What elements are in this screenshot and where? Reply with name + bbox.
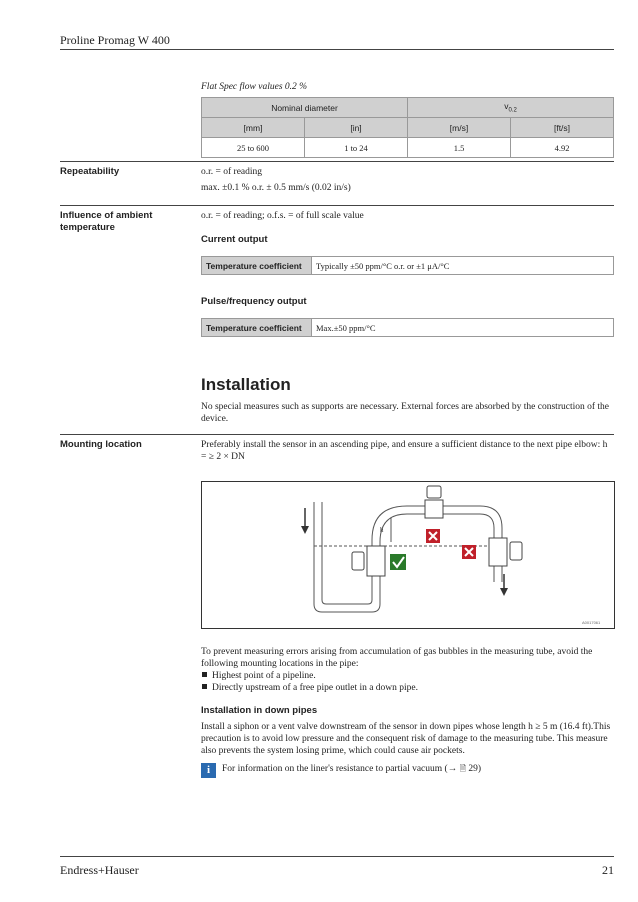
installation-heading: Installation <box>201 375 291 394</box>
section-rule <box>60 205 614 206</box>
repeatability-label: Repeatability <box>60 166 120 177</box>
velocity-header: $v_{0.2}$ <box>408 98 614 118</box>
page-number: 21 <box>602 863 614 877</box>
document-icon: 🗎 <box>459 764 467 773</box>
flat-spec-caption: Flat Spec flow values 0.2 % <box>201 82 308 92</box>
cell-fts: 4.92 <box>511 138 614 158</box>
flat-spec-table <box>201 97 614 158</box>
ambient-label: Influence of ambient temperature <box>60 210 153 233</box>
running-header: Proline Promag W 400 <box>60 33 170 47</box>
info-icon: i <box>201 763 216 778</box>
current-value: Typically ±50 ppm/°C o.r. or ±1 μA/°C <box>312 257 614 275</box>
h-label: h <box>380 526 384 534</box>
pulse-output-table <box>201 318 614 337</box>
bullet-item: Directly upstream of a free pipe outlet in a down pipe. <box>201 682 614 694</box>
ambient-line1: o.r. = of reading; o.f.s. = of full scale value <box>201 211 364 221</box>
down-pipes-text: Install a siphon or a vent valve downstream of the sensor in down pipes whose length h ≥ 5 m (16.4 ft).This precaution is to avoid low pressure and the consequent risk of damage to the measuring tube. This measure also prevents the system losing prime, which could cause air pockets. <box>201 722 611 756</box>
mounting-figure <box>201 481 615 629</box>
header-rule <box>60 49 614 50</box>
cell-mm: 25 to 600 <box>202 138 305 158</box>
mounting-label: Mounting location <box>60 439 142 450</box>
footer-company: Endress+Hauser <box>60 863 139 877</box>
info-note: For information on the liner's resistance to partial vacuum (→ 🗎 29) <box>222 764 482 774</box>
col-fts: [ft/s] <box>511 118 614 138</box>
footer-rule <box>60 856 614 857</box>
installation-intro: No special measures such as supports are necessary. External forces are absorbed by the construction of the device. <box>201 402 609 424</box>
col-ms: [m/s] <box>408 118 511 138</box>
cell-in: 1 to 24 <box>305 138 408 158</box>
gas-bubbles-text: To prevent measuring errors arising from accumulation of gas bubbles in the measuring tube, avoid the following mounting locations in the pipe: <box>201 647 593 669</box>
figure-id: A0017061 <box>582 620 601 625</box>
down-pipes-heading: Installation in down pipes <box>201 705 318 716</box>
col-in: [in] <box>305 118 408 138</box>
page-ref-link[interactable]: 29) <box>468 764 482 774</box>
pulse-key: Temperature coefficient <box>202 319 312 337</box>
check-icon <box>390 554 406 570</box>
col-mm: [mm] <box>202 118 305 138</box>
pipe-diagram <box>202 482 614 628</box>
pulse-value: Max.±50 ppm/°C <box>312 319 614 337</box>
current-output-heading: Current output <box>201 234 268 245</box>
repeatability-line2: max. ±0.1 % o.r. ± 0.5 mm/s (0.02 in/s) <box>201 183 351 193</box>
mounting-text: Preferably install the sensor in an ascending pipe, and ensure a sufficient distance to the next pipe elbow: h = ≥ 2 × DN <box>201 440 608 462</box>
nominal-diameter-header: Nominal diameter <box>202 98 408 118</box>
cell-ms: 1.5 <box>408 138 511 158</box>
bullet-item: Highest point of a pipeline. <box>201 670 614 682</box>
current-output-table <box>201 256 614 275</box>
section-rule <box>60 434 614 435</box>
section-rule <box>60 161 614 162</box>
current-key: Temperature coefficient <box>202 257 312 275</box>
pulse-output-heading: Pulse/frequency output <box>201 296 307 307</box>
repeatability-line1: o.r. = of reading <box>201 167 263 177</box>
